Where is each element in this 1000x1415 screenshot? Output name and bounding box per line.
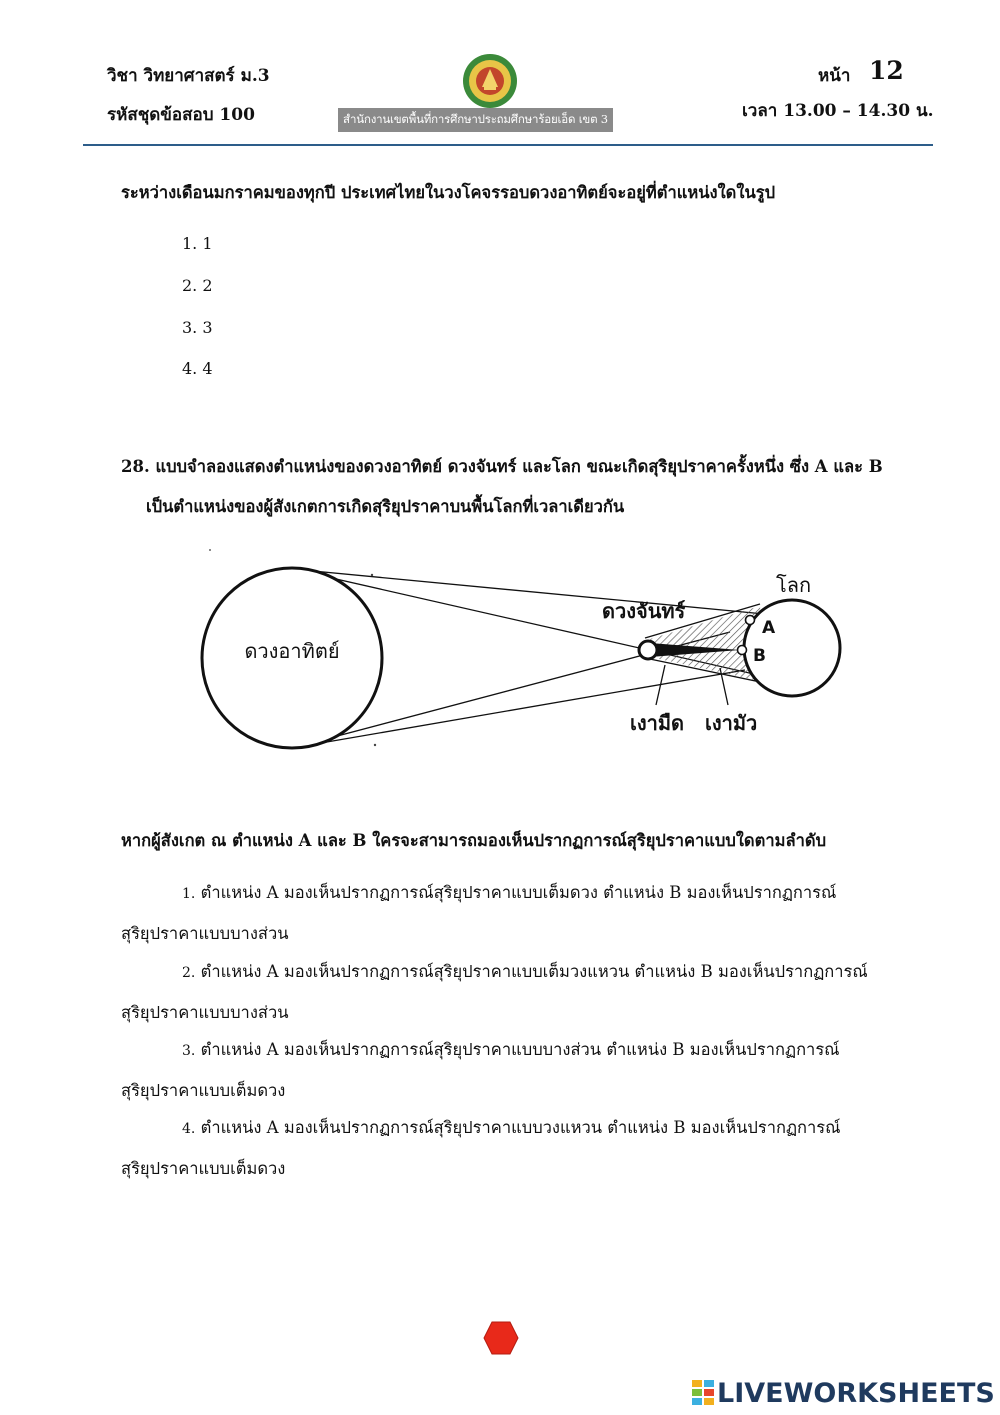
answer-4-line2: สุริยุปราคาแบบเต็มดวง: [121, 1159, 286, 1178]
q27-choice-2: 2. 2: [182, 276, 213, 295]
exam-time: เวลา 13.00 – 14.30 น.: [742, 101, 934, 121]
answer-2-line2: สุริยุปราคาแบบบางส่วน: [121, 1003, 289, 1022]
q27-choice-3: 3. 3: [182, 318, 213, 337]
answer-option-4[interactable]: [121, 1108, 921, 1188]
answer-4-line1: ตำแหน่ง A มองเห็นปรากฏการณ์สุริยุปราคาแบบวงแหวน ตำแหน่ง B มองเห็นปรากฏการณ์: [200, 1118, 841, 1137]
question-28-line1: 28. แบบจำลองแสดงตำแหน่งของดวงอาทิตย์ ดวงจันทร์ และโลก ขณะเกิดสุริยุปราคาครั้งหนึ่ง ซึ่ง A และ B: [121, 457, 883, 476]
header-divider: [83, 144, 933, 146]
observer-a-label: A: [762, 618, 776, 638]
answer-option-2[interactable]: [121, 952, 921, 1032]
answer-3-number: 3.: [182, 1043, 196, 1059]
observer-a-marker: [746, 616, 755, 625]
liveworksheets-wordmark: LIVEWORKSHEETS: [717, 1377, 995, 1409]
question-27-text: ระหว่างเดือนมกราคมของทุกปี ประเทศไทยในวงโคจรรอบดวงอาทิตย์จะอยู่ที่ตำแหน่งใดในรูป: [121, 183, 776, 202]
question-28-prompt: หากผู้สังเกต ณ ตำแหน่ง A และ B ใครจะสามารถมองเห็นปรากฏการณ์สุริยุปราคาแบบใดตามลำดับ: [121, 831, 827, 850]
education-office-name: สำนักงานเขตพื้นที่การศึกษาประถมศึกษาร้อยเอ็ด เขต 3: [338, 108, 613, 132]
answer-3-line1: ตำแหน่ง A มองเห็นปรากฏการณ์สุริยุปราคาแบบบางส่วน ตำแหน่ง B มองเห็นปรากฏการณ์: [200, 1040, 840, 1059]
page-label: หน้า: [818, 66, 851, 86]
answer-option-3[interactable]: [121, 1030, 921, 1110]
answer-2-number: 2.: [182, 965, 196, 981]
answer-1-number: 1.: [182, 886, 196, 902]
answer-1-line1: ตำแหน่ง A มองเห็นปรากฏการณ์สุริยุปราคาแบบเต็มดวง ตำแหน่ง B มองเห็นปรากฏการณ์: [200, 883, 837, 902]
umbra-label: เงามืด: [630, 711, 685, 735]
exam-code-label: รหัสชุดข้อสอบ 100: [107, 105, 255, 125]
liveworksheets-icon: [692, 1380, 714, 1406]
q27-choice-4: 4. 4: [182, 359, 213, 378]
liveworksheets-logo: [692, 1377, 995, 1409]
eclipse-diagram: [170, 540, 870, 760]
answer-drop-zone[interactable]: [483, 1321, 519, 1355]
question-28-line2: เป็นตำแหน่งของผู้สังเกตการเกิดสุริยุปราคาบนพื้นโลกที่เวลาเดียวกัน: [146, 497, 625, 516]
q27-choice-1: 1. 1: [182, 234, 213, 253]
penumbra-label: เงามัว: [705, 711, 758, 735]
subject-label: วิชา วิทยาศาสตร์ ม.3: [107, 66, 270, 86]
sun-label: ดวงอาทิตย์: [244, 639, 340, 663]
moon-label: ดวงจันทร์: [602, 599, 686, 623]
answer-4-number: 4.: [182, 1121, 196, 1137]
observer-b-marker: [738, 646, 747, 655]
answer-2-line1: ตำแหน่ง A มองเห็นปรากฏการณ์สุริยุปราคาแบบเต็มวงแหวน ตำแหน่ง B มองเห็นปรากฏการณ์: [200, 962, 868, 981]
page-number: 12: [869, 56, 904, 85]
moon-circle: [639, 641, 657, 659]
answer-option-1[interactable]: [121, 873, 921, 953]
observer-b-label: B: [753, 646, 766, 666]
earth-label: โลก: [776, 573, 812, 597]
office-logo: [462, 53, 518, 109]
answer-3-line2: สุริยุปราคาแบบเต็มดวง: [121, 1081, 286, 1100]
answer-1-line2: สุริยุปราคาแบบบางส่วน: [121, 924, 289, 943]
